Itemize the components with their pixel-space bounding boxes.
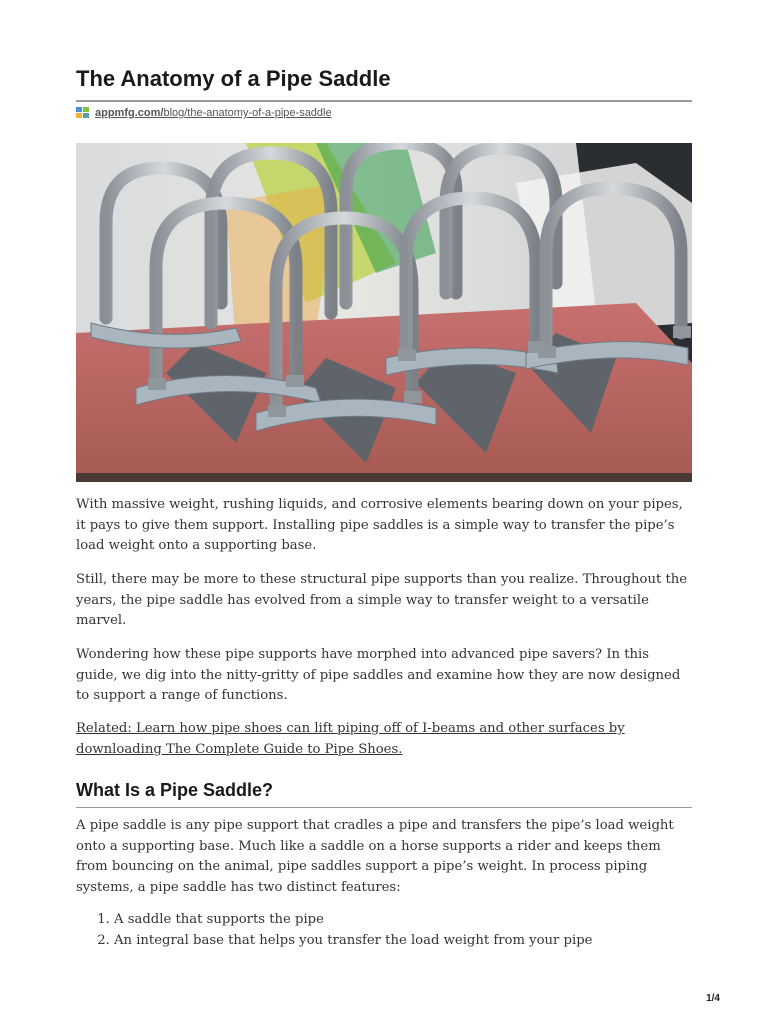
source-url bbox=[76, 106, 332, 120]
source-path-slug: /the-anatomy-of-a-pipe-saddle bbox=[184, 107, 332, 119]
section-divider bbox=[76, 807, 692, 808]
page-number: 1/4 bbox=[706, 993, 720, 1004]
source-domain: appmfg.com/ bbox=[95, 107, 164, 119]
paragraph-intro: With massive weight, rushing liquids, and corrosive elements bearing down on your pipes, it pays to give them support. Installing pipe saddles is a simple way to transfer the pipe’s load weight onto a supporting base. bbox=[76, 497, 683, 553]
list-item: 2. An integral base that helps you transfer the load weight from your pipe bbox=[114, 931, 730, 952]
paragraph-evolution: Still, there may be more to these structural pipe supports than you realize. Throughout the years, the pipe saddle has evolved from a simple way to transfer weight to a versatile marvel. bbox=[76, 572, 688, 628]
paragraph-guide: Wondering how these pipe supports have morphed into advanced pipe savers? In this guide, we dig into the nitty-gritty of pipe saddles and examine how they are now designed to support a range of functions. bbox=[76, 647, 681, 703]
related-paragraph bbox=[76, 719, 692, 760]
source-path-blog: blog bbox=[163, 107, 185, 119]
page-title: The Anatomy of a Pipe Saddle bbox=[76, 66, 391, 91]
list-item: 1. A saddle that supports the pipe bbox=[114, 910, 730, 931]
title-divider bbox=[76, 100, 692, 102]
feature-list bbox=[76, 910, 730, 951]
paragraph-definition: A pipe saddle is any pipe support that cradles a pipe and transfers the pipe’s load weight onto a supporting base. Much like a saddle on a horse supports a rider and keeps them from bouncing on the animal, pipe saddles support a pipe’s weight. In process piping systems, a pipe saddle has two distinct features: bbox=[76, 818, 674, 895]
related-link[interactable]: Related: Learn how pipe shoes can lift piping off of I-beams and other surfaces by downloading The Complete Guide to Pipe Shoes. bbox=[76, 721, 625, 757]
source-link[interactable] bbox=[95, 107, 332, 119]
hero-image bbox=[76, 143, 692, 482]
section-heading: What Is a Pipe Saddle? bbox=[76, 780, 274, 800]
site-favicon-icon bbox=[76, 107, 90, 119]
